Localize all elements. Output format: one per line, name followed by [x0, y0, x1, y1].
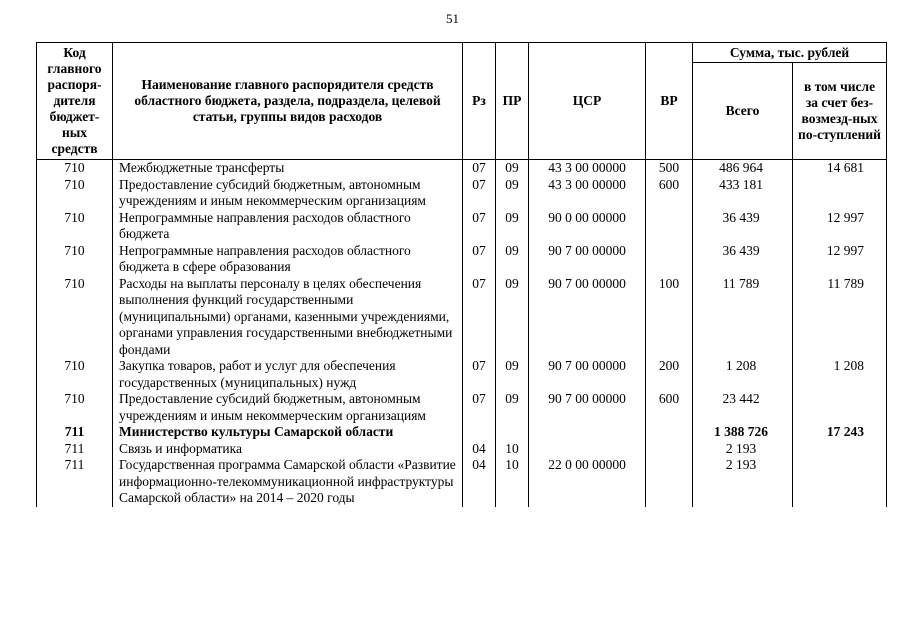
cell-pr: 09 — [496, 210, 529, 243]
cell-name: Расходы на выплаты персоналу в целях обеспечения выполнения функций государственными (муниципальными) органами, казенными учреждениями, органами управления государственными внебюджетными фондами — [113, 276, 463, 359]
cell-rz: 07 — [463, 358, 496, 391]
cell-bv — [793, 441, 887, 458]
table-row — [37, 243, 887, 276]
cell-bv — [793, 457, 887, 507]
header-total: Всего — [693, 63, 793, 160]
table-row — [37, 210, 887, 243]
table-row — [37, 177, 887, 210]
cell-code: 710 — [37, 160, 113, 177]
cell-code: 710 — [37, 243, 113, 276]
cell-pr: 09 — [496, 391, 529, 424]
cell-name: Закупка товаров, работ и услуг для обеспечения государственных (муниципальных) нужд — [113, 358, 463, 391]
cell-name: Предоставление субсидий бюджетным, автономным учреждениям и иным некоммерческим организациям — [113, 177, 463, 210]
cell-total: 2 193 — [693, 457, 793, 507]
cell-rz: 07 — [463, 391, 496, 424]
cell-code: 710 — [37, 391, 113, 424]
cell-pr: 09 — [496, 358, 529, 391]
cell-name: Министерство культуры Самарской области — [113, 424, 463, 441]
header-sum: Сумма, тыс. рублей — [693, 43, 887, 63]
cell-pr — [496, 424, 529, 441]
table-header — [37, 43, 887, 160]
cell-csr: 90 0 00 00000 — [529, 210, 646, 243]
cell-rz: 07 — [463, 177, 496, 210]
cell-csr: 90 7 00 00000 — [529, 358, 646, 391]
cell-bv: 12 997 — [793, 210, 887, 243]
cell-rz: 07 — [463, 243, 496, 276]
cell-bv — [793, 177, 887, 210]
header-rz: Рз — [463, 43, 496, 160]
cell-code: 710 — [37, 177, 113, 210]
budget-table — [36, 42, 887, 507]
cell-csr: 90 7 00 00000 — [529, 243, 646, 276]
cell-code: 711 — [37, 424, 113, 441]
cell-csr: 43 3 00 00000 — [529, 160, 646, 177]
cell-vr: 600 — [646, 177, 693, 210]
cell-total: 2 193 — [693, 441, 793, 458]
cell-rz: 04 — [463, 441, 496, 458]
cell-name: Межбюджетные трансферты — [113, 160, 463, 177]
cell-code: 710 — [37, 276, 113, 359]
cell-bv: 1 208 — [793, 358, 887, 391]
cell-total: 486 964 — [693, 160, 793, 177]
cell-bv: 17 243 — [793, 424, 887, 441]
header-bv: в том числе за счет без-возмезд-ных по-ступлений — [793, 63, 887, 160]
cell-vr: 100 — [646, 276, 693, 359]
cell-bv: 14 681 — [793, 160, 887, 177]
cell-rz: 07 — [463, 160, 496, 177]
header-code: Код главного распоря-дителя бюджет-ных средств — [37, 43, 113, 160]
table-body — [37, 160, 887, 507]
cell-csr — [529, 424, 646, 441]
cell-rz: 07 — [463, 210, 496, 243]
cell-csr: 90 7 00 00000 — [529, 391, 646, 424]
cell-total: 1 208 — [693, 358, 793, 391]
header-pr: ПР — [496, 43, 529, 160]
cell-rz: 04 — [463, 457, 496, 507]
cell-name: Предоставление субсидий бюджетным, автономным учреждениям и иным некоммерческим организациям — [113, 391, 463, 424]
cell-csr: 90 7 00 00000 — [529, 276, 646, 359]
cell-rz — [463, 424, 496, 441]
cell-total: 36 439 — [693, 210, 793, 243]
table-row — [37, 391, 887, 424]
cell-csr — [529, 441, 646, 458]
cell-pr: 09 — [496, 160, 529, 177]
cell-bv: 11 789 — [793, 276, 887, 359]
cell-csr: 43 3 00 00000 — [529, 177, 646, 210]
cell-code: 710 — [37, 358, 113, 391]
cell-vr — [646, 441, 693, 458]
cell-csr: 22 0 00 00000 — [529, 457, 646, 507]
cell-vr — [646, 424, 693, 441]
cell-total: 23 442 — [693, 391, 793, 424]
cell-vr — [646, 210, 693, 243]
page-number: 51 — [446, 11, 459, 26]
cell-code: 711 — [37, 457, 113, 507]
cell-total: 433 181 — [693, 177, 793, 210]
cell-total: 36 439 — [693, 243, 793, 276]
cell-vr — [646, 243, 693, 276]
cell-vr: 500 — [646, 160, 693, 177]
cell-rz: 07 — [463, 276, 496, 359]
table-row — [37, 276, 887, 359]
cell-name: Связь и информатика — [113, 441, 463, 458]
cell-vr: 600 — [646, 391, 693, 424]
header-vr: ВР — [646, 43, 693, 160]
cell-code: 711 — [37, 441, 113, 458]
header-csr: ЦСР — [529, 43, 646, 160]
header-name: Наименование главного распорядителя средств областного бюджета, раздела, подраздела, целевой статьи, группы видов расходов — [113, 43, 463, 160]
cell-pr: 09 — [496, 243, 529, 276]
cell-total: 11 789 — [693, 276, 793, 359]
cell-pr: 09 — [496, 177, 529, 210]
cell-pr: 09 — [496, 276, 529, 359]
cell-pr: 10 — [496, 457, 529, 507]
table-row — [37, 441, 887, 458]
table-row — [37, 160, 887, 177]
table-row — [37, 457, 887, 507]
cell-bv: 12 997 — [793, 243, 887, 276]
table-row — [37, 358, 887, 391]
cell-name: Государственная программа Самарской области «Развитие информационно-телекоммуникационной инфраструктуры Самарской области» на 2014 – 2020 годы — [113, 457, 463, 507]
table-row — [37, 424, 887, 441]
cell-total: 1 388 726 — [693, 424, 793, 441]
cell-name: Непрограммные направления расходов областного бюджета в сфере образования — [113, 243, 463, 276]
cell-bv — [793, 391, 887, 424]
cell-pr: 10 — [496, 441, 529, 458]
cell-vr: 200 — [646, 358, 693, 391]
cell-name: Непрограммные направления расходов областного бюджета — [113, 210, 463, 243]
cell-vr — [646, 457, 693, 507]
cell-code: 710 — [37, 210, 113, 243]
